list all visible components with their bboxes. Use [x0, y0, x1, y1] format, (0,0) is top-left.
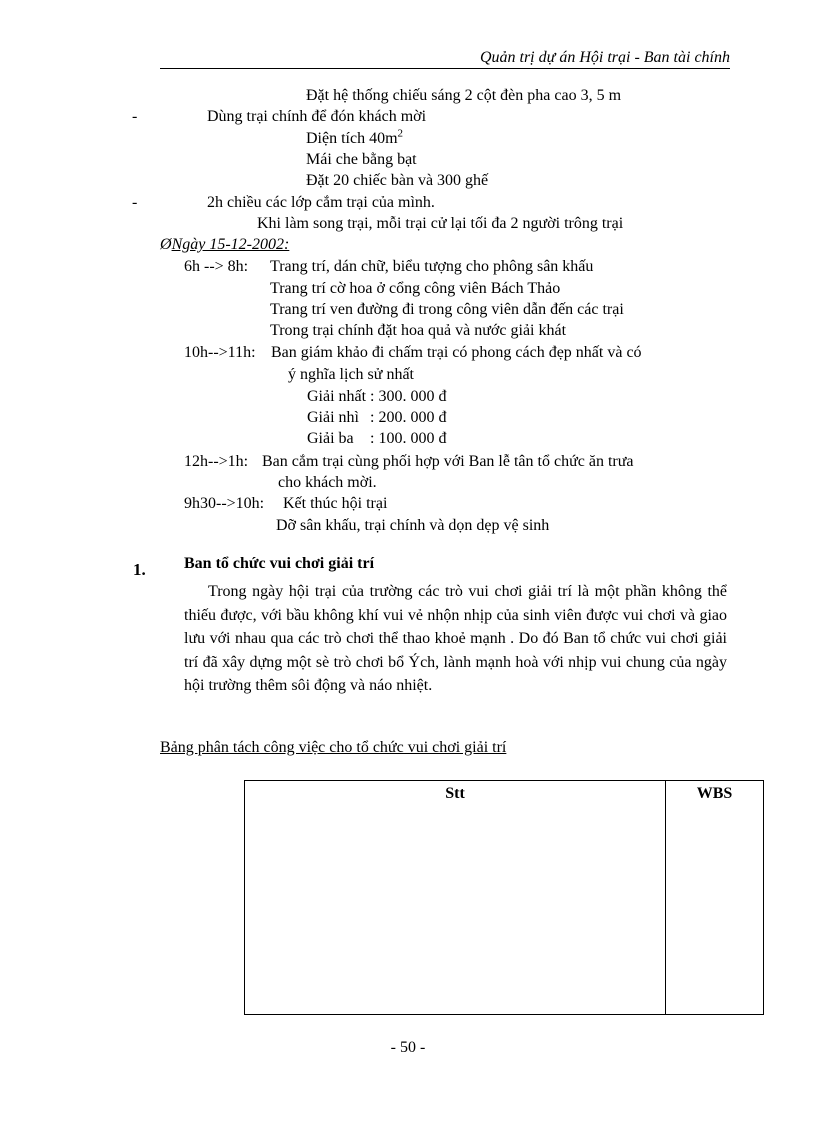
canopy-line: Mái che bằng bạt	[306, 151, 417, 168]
date-label: Ngày 15-12-2002:	[171, 236, 290, 253]
schedule-1-line: Trong trại chính đặt hoa quả và nước giải khát	[270, 322, 567, 339]
prize-value: : 300. 000 đ	[370, 388, 447, 405]
area-superscript: 2	[397, 127, 404, 140]
schedule-1-line: Trang trí cờ hoa ở cổng công viên Bách Thảo	[270, 280, 561, 297]
schedule-3-line: Ban cắm trại cùng phối hợp với Ban lễ tân tổ chức ăn trưa	[262, 453, 634, 470]
column-divider	[665, 781, 666, 1014]
schedule-time-3: 12h-->1h:	[184, 453, 249, 470]
bullet-dash: -	[132, 108, 138, 125]
paragraph-text: Trong ngày hội trại của trường các trò vui chơi giải trí là một phần không thể thiếu được, với bầu không khí vui vẻ nhộn nhịp của sinh viên được vui chơi và giao lưu với nhau qua các trò chơi thể thao khoẻ mạnh . Do đó Ban tổ chức vui chơi giải trí đã xây dựng một sè trò chơi bổ Ých, lành mạnh hoà với nhịp vui chung của ngày hội trường thêm sôi động và náo nhiệt.	[184, 583, 727, 694]
schedule-time-1: 6h --> 8h:	[184, 258, 249, 275]
tables-line: Đặt 20 chiếc bàn và 300 ghế	[306, 172, 489, 189]
prize-value: : 200. 000 đ	[370, 409, 447, 426]
schedule-date	[160, 235, 289, 255]
area-line	[306, 129, 403, 149]
schedule-1-line: Trang trí, dán chữ, biểu tượng cho phông sân khấu	[270, 258, 594, 275]
prize-value: : 100. 000 đ	[370, 430, 447, 447]
schedule-3-line: cho khách mời.	[278, 474, 377, 491]
schedule-4-line: Dỡ sân khấu, trại chính và dọn dẹp vệ sinh	[276, 517, 550, 534]
running-header: Quản trị dự án Hội trại - Ban tài chính	[479, 49, 730, 66]
header-rule	[160, 68, 730, 69]
page-number: - 50 -	[390, 1039, 426, 1056]
prize-label: Giải nhì	[307, 409, 359, 426]
schedule-time-4: 9h30-->10h:	[184, 495, 265, 512]
prize-label: Giải nhất	[307, 388, 367, 405]
table-caption: Bảng phân tách công việc cho tổ chức vui chơi giải trí	[160, 739, 507, 756]
schedule-2-line: ý nghĩa lịch sử nhất	[288, 366, 414, 383]
main-tent-line: Dùng trại chính để đón khách mời	[207, 108, 427, 125]
column-header-stt: Stt	[445, 785, 465, 802]
schedule-2-line: Ban giám khảo đi chấm trại có phong cách đẹp nhất và có	[271, 344, 642, 361]
schedule-time-2: 10h-->11h:	[184, 344, 256, 361]
schedule-1-line: Trang trí ven đường đi trong công viên dẫn đến các trại	[270, 301, 624, 318]
section-paragraph	[184, 580, 727, 698]
section-title: Ban tổ chức vui chơi giải trí	[184, 555, 375, 572]
area-text: Diện tích 40m	[306, 130, 398, 147]
column-header-wbs: WBS	[696, 785, 733, 802]
schedule-4-line: Kết thúc hội trại	[283, 495, 388, 512]
date-symbol-icon: Ø	[160, 236, 172, 253]
camp-time-line: 2h chiều các lớp cắm trại của mình.	[207, 194, 435, 211]
watch-rule-line: Khi làm song trại, mỗi trại cử lại tối đa 2 người trông trại	[257, 215, 624, 232]
bullet-dash: -	[132, 194, 138, 211]
lighting-line: Đặt hệ thống chiếu sáng 2 cột đèn pha cao 3, 5 m	[306, 87, 622, 104]
section-number: 1.	[133, 560, 146, 579]
prize-label: Giải ba	[307, 430, 354, 447]
wbs-table	[244, 780, 764, 1015]
